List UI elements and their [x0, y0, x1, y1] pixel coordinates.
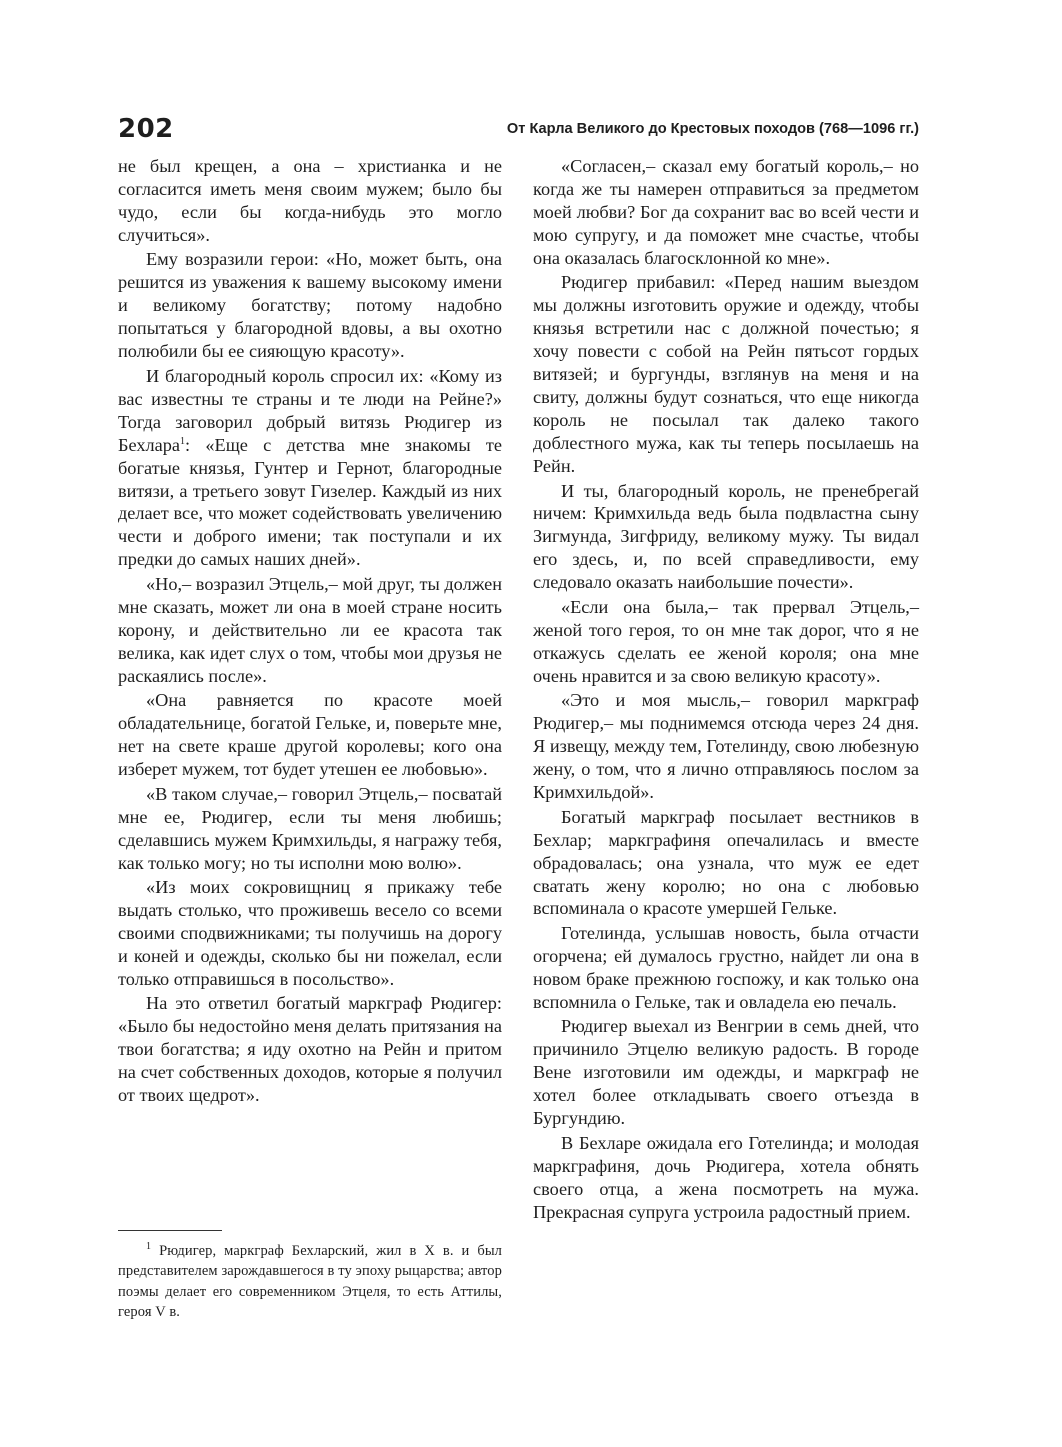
footnote-mark: 1 [146, 1241, 152, 1253]
page-header [118, 112, 919, 152]
paragraph [118, 365, 502, 572]
right-column [533, 155, 919, 1225]
paragraph: «Она равняется по красоте моей обладательнице, богатой Гельке, и, поверьте мне, нет на свете краше другой королевы; кого она изберет мужем, тот будет утешен ее любовью». [118, 690, 502, 780]
paragraph: На это ответил богатый маркграф Рюдигер: «Было бы недостойно меня делать притязания на твои богатства; я иду охотно на Рейн и притом на счет собственных доходов, которые я получил от твоих щедрот». [118, 993, 502, 1106]
paragraph: Готелинда, услышав новость, была отчасти огорчена; ей думалось грустно, найдет ли она в новом браке прежнюю госпожу, и как только она вспомнила о Гельке, так и овладела ею печаль. [533, 923, 919, 1012]
left-column [118, 155, 502, 1109]
footnote [118, 1241, 502, 1323]
footnote-text: Рюдигер, маркграф Бехларский, жил в X в. и был представителем зарождавшегося в ту эпоху рыцарства; автор поэмы делает его современником Этцеля, то есть Аттилы, героя V в. [118, 1243, 502, 1321]
running-title: От Карла Великого до Крестовых походов (768—1096 гг.) [506, 121, 919, 137]
paragraph: В Бехларе ожидала его Готелинда; и молодая маркграфиня, дочь Рюдигера, хотела обнять своего отца, а жена посмотреть на мужа. Прекрасная супруга устроила радостный прием. [533, 1132, 919, 1222]
paragraph: Богатый маркграф посылает вестников в Бехлар; маркграфиня опечалилась и вместе обрадовалась; она узнала, что муж ее едет сватать жену королю; но она с любовью вспоминала о красоте умершей Гельке. [533, 806, 919, 919]
paragraph: И ты, благородный король, не пренебрегай ничем: Кримхильда ведь была подвластна сыну Зигмунда, Зигфриду, великому мужу. Ты видал его здесь, и, по всей справедливости, ему следовало оказать наибольшие почести». [533, 480, 919, 593]
paragraph: «Это и моя мысль,– говорил маркграф Рюдигер,– мы поднимемся отсюда через 24 дня. Я извещу, между тем, Готелинду, свою любезную жену, о том, что я лично отправляюсь послом за Кримхильдой». [533, 690, 919, 803]
paragraph: Ему возразили герои: «Но, может быть, она решится из уважения к вашему высокому имени и великому богатству; потому надобно попытаться у благородной вдовы, а вы охотно полюбили бы ее сияющую красоту». [118, 249, 502, 362]
paragraph: не был крещен, а она – христианка и не согласится иметь меня своим мужем; было бы чудо, если бы когда-нибудь это могло случиться». [118, 156, 502, 245]
paragraph: «В таком случае,– говорил Этцель,– посватай мне ее, Рюдигер, если ты меня любишь; сделавшись мужем Кримхильды, я награжу тебя, как только могу; но ты исполни мою волю». [118, 783, 502, 873]
paragraph: «Согласен,– сказал ему богатый король,– но когда же ты намерен отправиться за предметом моей любви? Бог да сохранит вас во всей чести и мою супругу, и да поможет мне счастье, чтобы она оказалась благосклонной ко мне». [533, 156, 919, 268]
paragraph: «Но,– возразил Этцель,– мой друг, ты должен мне сказать, может ли она в моей стране носить корону, и действительно ли ее красота так велика, как идет слух о том, чтобы мои друзья не раскаялись после». [118, 573, 502, 686]
footnote-reference: 1 [180, 435, 186, 447]
page-number: 202 [118, 114, 174, 144]
paragraph: «Из моих сокровищниц я прикажу тебе выдать столько, что проживешь весело со всеми своими сподвижниками; ты получишь на дорогу и коней и одежды, сколько бы ни пожелал, если только отправишься в посольство». [118, 877, 502, 989]
paragraph-text: : «Еще с детства мне знакомы те богатые князья, Гунтер и Гернот, благородные витязи, а третьего зовут Гизелер. Каждый из них делает все, что может содействовать увеличению чести и доброго имени; так поступали и их предки до самых наших дней». [118, 434, 502, 570]
paragraph: «Если она была,– так прервал Этцель,– женой того героя, то он мне так дорог, что я не откажусь сделать ее женой короля; она мне очень нравится и за свою великую красоту». [533, 596, 919, 686]
footnote-divider [118, 1230, 222, 1231]
paragraph-text: И благородный король спросил их: «Кому из вас известны те страны и те люди на Рейне?» Тогда заговорил добрый витязь Рюдигер из Бехлара [118, 365, 502, 455]
paragraph: Рюдигер прибавил: «Перед нашим выездом мы должны изготовить оружие и одежду, чтобы князья встретили нас с должной почестью; я хочу повести с собой на Рейн пятьсот гордых витязей; и бургунды, взглянув на меня и на свиту, должны будут сознаться, что еще никогда король не посылал так далеко такого доблестного мужа, как ты теперь посылаешь на Рейн. [533, 272, 919, 476]
paragraph: Рюдигер выехал из Венгрии в семь дней, что причинило Этцелю великую радость. В городе Вене изготовили им одежды, и маркграф не хотел более откладывать своего отъезда в Бургундию. [533, 1016, 919, 1129]
